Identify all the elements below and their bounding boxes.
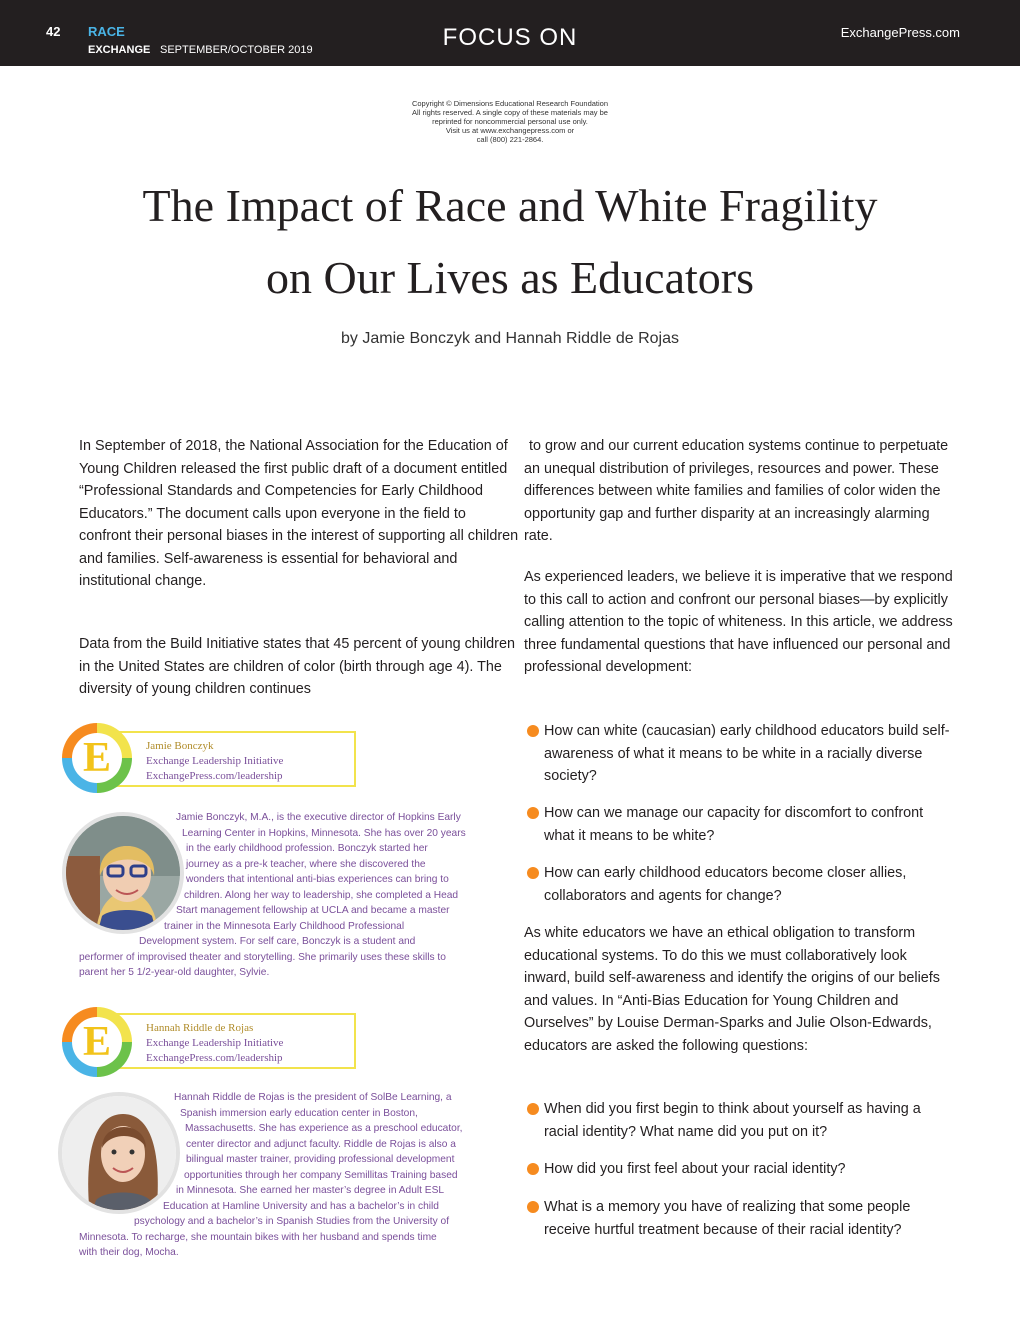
bio-line: in the early childhood profession. Bonczyk started her	[186, 843, 428, 854]
article-byline: by Jamie Bonczyk and Hannah Riddle de Rojas	[341, 330, 679, 347]
leadership-seal-icon: E	[62, 723, 132, 793]
bio-line: Spanish immersion early education center in Boston,	[180, 1107, 418, 1119]
bio-line: Massachusetts. She has experience as a preschool educator,	[185, 1123, 463, 1134]
bio-line: psychology and a bachelor’s in Spanish Studies from the University of	[134, 1216, 450, 1227]
bio-line: Start management fellowship at UCLA and became a master	[176, 905, 450, 916]
list-item	[524, 1158, 954, 1181]
leadership-text	[146, 739, 283, 784]
author-name: Hannah Riddle de Rojas	[146, 1022, 254, 1034]
bio-line: Education at Hamline University and has a bachelor’s in child	[163, 1200, 439, 1212]
bio-line: Learning Center in Hopkins, Minnesota. She has over 20 years	[182, 827, 466, 839]
body-paragraph: Data from the Build Initiative states that 45 percent of young children in the United States are children of color (birth through age 4). The diversity of young children continues	[79, 636, 515, 697]
list-item	[524, 720, 954, 788]
bio-line: performer of improvised theater and storytelling. She primarily uses these skills to	[79, 951, 446, 963]
list-item-text: When did you first begin to think about yourself as having a racial identity? What name did you put on it?	[544, 1101, 921, 1140]
title-line: The Impact of Race and White Fragility	[142, 180, 878, 231]
author-bio	[79, 810, 499, 981]
author-name: Jamie Bonczyk	[146, 740, 214, 752]
bio-line: in Minnesota. She earned her master’s degree in Adult ESL	[176, 1185, 445, 1196]
body-paragraph: As white educators we have an ethical obligation to transform educational systems. To do this we must collaboratively look inward, build self-awareness and identify the origins of our beliefs and values. In “Anti-Bias Education for Young Children and Ourselves” by Louise Derman-Sparks and Julie Olson-Edwards, educators are asked the following questions:	[524, 925, 940, 1054]
bullet-icon	[527, 807, 539, 819]
leadership-box	[104, 1013, 356, 1069]
body-paragraph: In September of 2018, the National Association for the Education of Young Children released the first public draft of a document entitled “Professional Standards and Competencies for Early Childhood Educators.” The document calls upon everyone in the field to confront their personal biases in the interest of supporting all children and families. Self-awareness is essential for behavioral and institutional change.	[79, 438, 519, 589]
author-bio	[79, 1090, 499, 1261]
page-header	[0, 0, 1020, 66]
bio-line: trainer in the Minnesota Early Childhood Professional	[164, 920, 405, 932]
bio-line: journey as a pre-k teacher, where she discovered the	[186, 858, 426, 870]
site-link[interactable]: ExchangePress.com	[840, 25, 960, 40]
leadership-box	[104, 731, 356, 787]
bullet-icon	[527, 867, 539, 879]
bullet-icon	[527, 1103, 539, 1115]
focus-label: FOCUS ON	[442, 24, 578, 51]
body-paragraph: As experienced leaders, we believe it is imperative that we respond to this call to action and confront our personal biases—by explicitly calling attention to the topic of whiteness. In this article, we address three fundamental questions that have influenced our personal and professional development:	[524, 569, 953, 675]
list-item	[524, 862, 954, 907]
bio-line: Jamie Bonczyk, M.A., is the executive director of Hopkins Early	[176, 812, 461, 823]
list-item	[524, 1196, 954, 1241]
bio-line: bilingual master trainer, providing professional development	[186, 1154, 455, 1165]
bio-line: Development system. For self care, Bonczyk is a student and	[139, 936, 416, 947]
bio-line: with their dog, Mocha.	[79, 1247, 179, 1258]
copyright-line: All rights reserved. A single copy of these materials may be	[412, 108, 608, 117]
leadership-url[interactable]: ExchangePress.com/leadership	[146, 770, 283, 782]
bio-line: center director and adjunct faculty. Riddle de Rojas is also a	[186, 1138, 456, 1150]
leadership-seal-icon: E	[62, 1007, 132, 1077]
bio-line: Hannah Riddle de Rojas is the president of SolBe Learning, a	[174, 1092, 452, 1103]
bio-line: children. Along her way to leadership, she completed a Head	[184, 889, 459, 901]
copyright-line: call (800) 221-2864.	[476, 135, 544, 144]
bio-line: opportunities through her company Semillitas Training based	[184, 1169, 458, 1181]
issue-date: SEPTEMBER/OCTOBER 2019	[160, 44, 313, 56]
bullet-icon	[527, 1163, 539, 1175]
bullet-icon	[527, 725, 539, 737]
bio-line: wonders that intentional anti-bias experiences can bring to	[186, 874, 449, 885]
bio-line: parent her 5 1/2-year-old daughter, Sylvie.	[79, 967, 270, 978]
section-label: RACE	[88, 24, 125, 39]
copyright-line: reprinted for noncommercial personal use only.	[432, 117, 588, 126]
article-title	[0, 170, 1020, 314]
list-item-text: How did you first feel about your racial identity?	[544, 1161, 846, 1177]
leadership-org: Exchange Leadership Initiative	[146, 1037, 284, 1049]
leadership-org: Exchange Leadership Initiative	[146, 755, 284, 767]
copyright-notice	[380, 99, 640, 144]
list-item-text: How can we manage our capacity for discomfort to confront what it means to be white?	[544, 805, 924, 844]
leadership-url[interactable]: ExchangePress.com/leadership	[146, 1052, 283, 1064]
body-paragraph: to grow and our current education systems continue to perpetuate an unequal distribution of privileges, resources and power. These differences between white families and families of color widen the opportunity gap and further disparity at an increasingly alarming rate.	[524, 438, 949, 544]
list-item-text: What is a memory you have of realizing that some people receive hurtful treatment because of their racial identity?	[544, 1199, 911, 1238]
title-line: on Our Lives as Educators	[266, 252, 754, 303]
bio-line: Minnesota. To recharge, she mountain bikes with her husband and spends time	[79, 1231, 437, 1243]
list-item	[524, 802, 954, 847]
list-item-text: How can white (caucasian) early childhood educators build self-awareness of what it means to be white in a racially diverse society?	[544, 723, 950, 784]
list-item-text: How can early childhood educators become closer allies, collaborators and agents for change?	[544, 865, 907, 904]
leadership-text	[146, 1021, 283, 1066]
copyright-line: Visit us at www.exchangepress.com or	[445, 126, 575, 135]
list-item	[524, 1098, 954, 1143]
publication-name: EXCHANGE	[88, 44, 151, 56]
copyright-line: Copyright © Dimensions Educational Research Foundation	[411, 99, 609, 108]
bullet-icon	[527, 1201, 539, 1213]
page-number: 42	[46, 24, 61, 39]
